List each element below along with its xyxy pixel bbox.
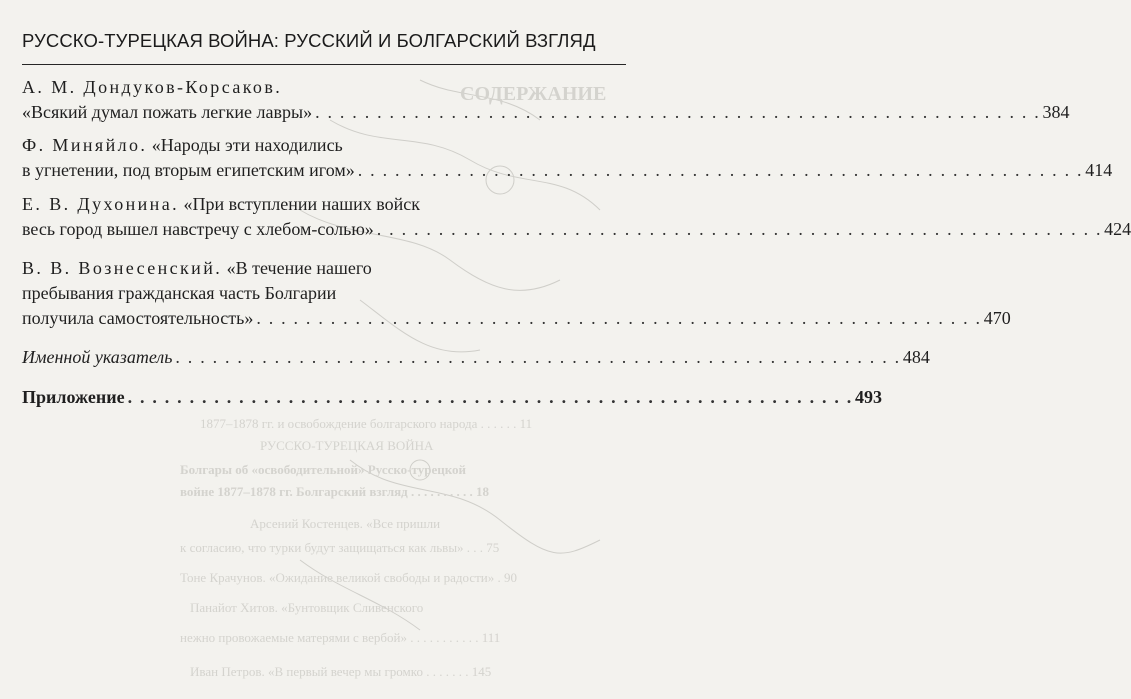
bleed-text-line: Арсений Костенцев. «Все пришли xyxy=(250,516,441,531)
toc-entry-index[interactable] xyxy=(22,345,930,370)
entry-title-line: «При вступлении наших войск xyxy=(183,194,420,214)
bleed-text-line: Панайот Хитов. «Бунтовщик Сливенского xyxy=(190,600,424,615)
entry-page-number: 424 xyxy=(1104,219,1131,239)
section-divider xyxy=(22,64,626,65)
bleed-text-line: РУССКО-ТУРЕЦКАЯ ВОЙНА xyxy=(260,438,434,453)
entry-author: В. В. Вознесенский. xyxy=(22,258,223,278)
entry-author: А. М. Дондуков-Корсаков. xyxy=(22,77,283,97)
dot-leader: . . . . . . . . . . . . . . . . . . . . . . . . . . . . . . . . . . . . . . . . . . . . . . . . . . . . . . . . . . . xyxy=(315,102,1041,122)
entry-title-line: пребывания гражданская часть Болгарии xyxy=(22,283,337,303)
entry-title-line: «Всякий думал пожать легкие лавры» xyxy=(22,102,313,122)
entry-author: Е. В. Духонина. xyxy=(22,194,179,214)
dot-leader: . . . . . . . . . . . . . . . . . . . . . . . . . . . . . . . . . . . . . . . . . . . . . . . . . . . . . . . . . . . xyxy=(357,160,1084,180)
dot-leader: . . . . . . . . . . . . . . . . . . . . . . . . . . . . . . . . . . . . . . . . . . . . . . . . . . . . . . . . . . . xyxy=(175,347,901,367)
appendix-label: Приложение xyxy=(22,387,125,407)
bleed-text-line: Болгары об «освободительной» Русско-турецкой xyxy=(180,462,467,477)
index-label: Именной указатель xyxy=(22,347,173,367)
bleed-text-line: Иван Петров. «В первый вечер мы громко . . . . . . . 145 xyxy=(190,664,492,679)
bleed-text-line: к согласию, что турки будут защищаться как львы» . . . 75 xyxy=(180,540,500,555)
entry-page-number: 470 xyxy=(983,308,1011,328)
bleed-text-line: Тоне Крачунов. «Ожидание великой свободы и радости» . 90 xyxy=(180,570,518,585)
entry-title-line: получила самостоятельность» xyxy=(22,308,254,328)
toc-entry[interactable] xyxy=(22,256,1011,331)
dot-leader: . . . . . . . . . . . . . . . . . . . . . . . . . . . . . . . . . . . . . . . . . . . . . . . . . . . . . . . . . . . xyxy=(256,308,982,328)
entry-title-line: «Народы эти находились xyxy=(151,135,343,155)
section-title: РУССКО-ТУРЕЦКАЯ ВОЙНА: РУССКИЙ И БОЛГАРСКИЙ ВЗГЛЯД xyxy=(22,30,596,51)
toc-entry[interactable] xyxy=(22,192,1131,242)
bleed-text-line: 1877–1878 гг. и освобождение болгарского народа . . . . . . 11 xyxy=(200,416,533,431)
bleed-text-heading: СОДЕРЖАНИЕ xyxy=(460,83,607,105)
bleed-text-line: войне 1877–1878 гг. Болгарский взгляд . . . . . . . . . . 18 xyxy=(180,484,490,499)
dot-leader: . . . . . . . . . . . . . . . . . . . . . . . . . . . . . . . . . . . . . . . . . . . . . . . . . . . . . . . . . . . xyxy=(127,387,853,407)
bleed-text-line: нежно провожаемые матерями с вербой» . . . . . . . . . . . 111 xyxy=(180,630,501,645)
entry-title-line: в угнетении, под вторым египетским игом» xyxy=(22,160,355,180)
toc-entry-appendix[interactable] xyxy=(22,385,882,410)
entry-title-line: весь город вышел навстречу с хлебом-солью» xyxy=(22,219,374,239)
toc-entry[interactable] xyxy=(22,75,1070,125)
dot-leader: . . . . . . . . . . . . . . . . . . . . . . . . . . . . . . . . . . . . . . . . . . . . . . . . . . . . . . . . . . . xyxy=(376,219,1103,239)
entry-author: Ф. Миняйло. xyxy=(22,135,148,155)
index-page-number: 484 xyxy=(902,347,930,367)
entry-title-line: «В течение нашего xyxy=(226,258,372,278)
appendix-page-number: 493 xyxy=(854,387,882,407)
toc-entry[interactable] xyxy=(22,133,1113,183)
entry-page-number: 384 xyxy=(1042,102,1070,122)
entry-page-number: 414 xyxy=(1085,160,1113,180)
